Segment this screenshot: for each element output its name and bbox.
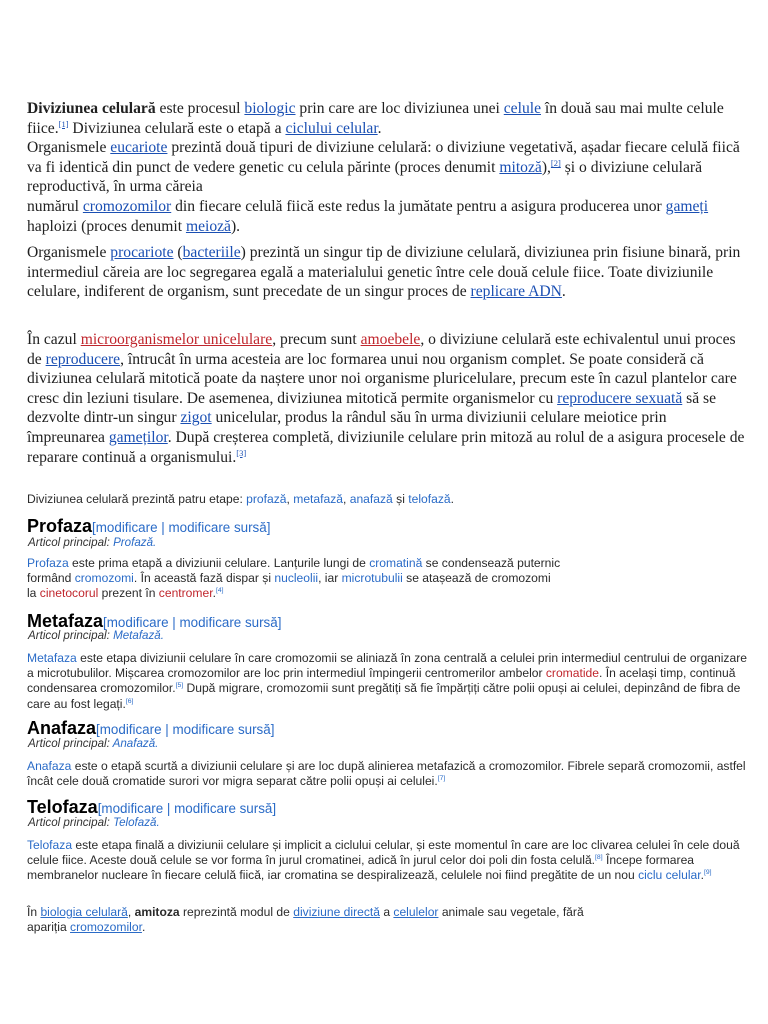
text-run: este procesul: [155, 100, 245, 117]
bold-term: ă: [147, 100, 156, 117]
wiki-link[interactable]: centromer: [158, 586, 213, 601]
wiki-link[interactable]: microorganismelor unicelulare: [80, 331, 273, 348]
text-run: Diviziunea celulară prezintă patru etape:: [27, 492, 247, 506]
wiki-link[interactable]: eucariote: [110, 139, 168, 157]
text-run: ) prezintă un singur tip de diviziune celulară, diviziunea prin fisiune binară, prin intermediul căreia are loc segregarea egală a materialului genetic între cele două celule fiice. Toate diviziunile celulare, indiferent de organism, sunt precedate de un singur proces de: [27, 244, 741, 301]
text-run: , precum sunt: [272, 331, 361, 348]
section-title: Metafaza: [27, 611, 104, 631]
wiki-link[interactable]: reproducere sexuată: [557, 389, 683, 407]
text-run: Începe formarea membranelor nucleare în fiecare celulă fiică, iar cromatina se despiralizează, celulele noi fiind pregătite de un nou: [27, 853, 695, 883]
text-run: În cazul: [27, 331, 81, 348]
text-run: După migrare, cromozomii sunt pregătiți să fie împărțiți către polii opuși ai celulei, depinzând de fibra de care au fost legați.: [27, 681, 741, 711]
citation-link[interactable]: [1]: [58, 118, 69, 129]
text-run: , iar: [318, 571, 342, 586]
wiki-link[interactable]: Telofaza: [27, 838, 73, 852]
edit-links: [modificare | modificare sursă]: [97, 801, 277, 816]
wiki-link[interactable]: meioză: [185, 217, 231, 235]
hatnote-telofaza: Articol principal: Telofază.: [28, 816, 160, 829]
wiki-link[interactable]: Profaza: [27, 556, 69, 570]
edit-link[interactable]: modificare: [101, 801, 164, 816]
text-run: .: [561, 283, 566, 301]
text-run: este o etapă scurtă a diviziunii celulare și are loc după alinierea metafazică a cromozomilor. Fibrele separă cromozomii, astfel încât cele două cromatide surori vor migra separat către polii opuși ai celulei.: [27, 759, 746, 789]
bold-term: Diviziunea celular: [27, 100, 148, 117]
main-article-link[interactable]: Profază.: [113, 536, 157, 549]
wiki-link[interactable]: profază: [246, 492, 287, 506]
edit-source-link[interactable]: modificare sursă: [172, 722, 271, 737]
wiki-link[interactable]: cromatină: [369, 556, 423, 570]
text-run: la: [27, 586, 40, 601]
text-run: este etapa finală a diviziunii celulare și implicit a ciclului celular, și este momentul în care are loc clivarea celulei în cele două celule fiice. Aceste două celule se vor forma în jurul cromatinei, adică în jurul celor doi poli din fosta celulă.: [27, 838, 740, 868]
hatnote-metafaza: Articol principal: Metafază.: [28, 629, 164, 642]
text-run: haploizi (proces denumit: [27, 217, 186, 235]
wiki-link[interactable]: bacteriile: [182, 244, 241, 261]
text-run: și: [392, 492, 409, 506]
edit-links: [modificare | modificare sursă]: [92, 520, 271, 535]
citation: [216, 587, 224, 594]
bold-term: amitoza: [134, 905, 180, 919]
text-run: în două sau mai multe celule fiice.: [27, 100, 724, 137]
intro-paragraph-2: [27, 243, 747, 302]
edit-source-link[interactable]: modificare sursă: [168, 520, 267, 535]
wiki-link[interactable]: ciclului celular: [285, 119, 378, 137]
section-title: Telofaza: [27, 797, 98, 817]
wiki-link[interactable]: nucleolii: [274, 571, 319, 586]
hatnote-profaza: Articol principal: Profază.: [28, 536, 157, 549]
text-run: Diviziunea celulară este o etapă a: [68, 119, 286, 137]
citation-link[interactable]: [9]: [703, 869, 712, 877]
section-title: Profaza: [27, 516, 93, 536]
citation: [176, 682, 184, 689]
wiki-link[interactable]: zigot: [180, 409, 212, 427]
main-article-link[interactable]: Anafază.: [112, 737, 159, 750]
section-body-anafaza: [27, 759, 747, 789]
citation-link[interactable]: [7]: [437, 775, 446, 783]
wiki-link[interactable]: anafază: [349, 492, 393, 506]
text-run: reprezintă modul de: [179, 905, 294, 919]
citation: [704, 869, 712, 876]
text-run: prin care are loc diviziunea unei: [295, 100, 504, 117]
text-run: numărul: [27, 197, 83, 215]
wiki-link[interactable]: biologia celulară: [40, 905, 128, 919]
text-run: În: [27, 905, 41, 919]
wiki-link[interactable]: telofază: [408, 492, 451, 506]
main-article-link[interactable]: Telofază.: [113, 816, 160, 829]
wiki-link[interactable]: celulelor: [393, 905, 439, 919]
text-run: . În același timp, continuă condensarea cromozomilor.: [27, 666, 736, 696]
citation-link[interactable]: [3]: [236, 447, 247, 458]
main-article-link[interactable]: Metafază.: [113, 629, 164, 642]
text-run: .: [212, 586, 216, 601]
wiki-link[interactable]: biologic: [244, 100, 296, 117]
wiki-link[interactable]: cromozomi: [74, 571, 134, 586]
citation: [236, 448, 246, 458]
text-run: ,: [343, 492, 350, 506]
wiki-link[interactable]: mitoză: [499, 158, 542, 176]
wiki-link[interactable]: replicare ADN: [470, 283, 562, 301]
citation-link[interactable]: [6]: [125, 697, 134, 705]
text-run: ,: [127, 905, 135, 919]
citation-link[interactable]: [2]: [550, 157, 561, 168]
edit-link[interactable]: modificare: [106, 615, 169, 630]
amitoza-paragraph: [27, 905, 747, 935]
intro-paragraph-3: [27, 330, 747, 467]
text-run: .: [377, 119, 382, 137]
citation: [595, 854, 603, 861]
citation-link[interactable]: [4]: [215, 587, 224, 595]
text-run: prezent în: [98, 586, 159, 601]
text-run: apariția: [27, 920, 71, 935]
section-body-profaza: [27, 556, 747, 602]
text-run: se condensează puternic: [422, 556, 561, 570]
text-run: . După creșterea completă, diviziunile celulare prin mitoză au rolul de a asigura procesele de reparare continuă a organismului.: [27, 428, 745, 466]
text-run: .: [450, 492, 454, 506]
wiki-link[interactable]: microtubulii: [341, 571, 403, 586]
section-body-metafaza: [27, 651, 747, 712]
citation: [438, 775, 446, 782]
text-run: , o diviziune celulară este echivalentul unui proces de: [27, 331, 736, 368]
citation: [59, 119, 69, 129]
wiki-link[interactable]: Anafaza: [27, 759, 72, 773]
text-run: Organismele: [27, 139, 111, 157]
wiki-link[interactable]: gameților: [108, 428, 168, 446]
wiki-link[interactable]: amoebele: [360, 331, 421, 348]
text-run: .: [700, 868, 704, 883]
text-run: formând: [27, 571, 75, 586]
edit-source-link[interactable]: modificare sursă: [179, 615, 278, 630]
text-run: din fiecare celulă fiică este redus la jumătate pentru a asigura producerea unor: [171, 197, 666, 215]
text-run: este prima etapă a diviziunii celulare. Lanțurile lungi de: [68, 556, 370, 570]
wiki-link[interactable]: cinetocorul: [39, 586, 99, 601]
text-run: . În această fază dispar și: [133, 571, 275, 586]
citation-link[interactable]: [8]: [595, 854, 603, 862]
wiki-link[interactable]: diviziune directă: [293, 905, 380, 919]
text-run: se atașează de cromozomi: [402, 571, 551, 586]
text-run: prezintă două tipuri de diviziune celulară: o diviziune vegetativă, așadar fiecare celulă fiică va fi identică din punct de vedere genetic cu celula părinte (proces denumit: [27, 139, 740, 176]
text-run: .: [141, 920, 146, 935]
intro-paragraph-1: [27, 99, 747, 236]
stages-summary: [27, 492, 747, 507]
wiki-link[interactable]: cromozomilor: [70, 920, 142, 935]
text-run: să se dezvolte dintr-un singur: [27, 389, 717, 427]
wiki-link[interactable]: procariote: [110, 244, 174, 261]
wiki-link[interactable]: cromatide: [545, 666, 599, 681]
wiki-link[interactable]: cromozomilor: [82, 197, 172, 215]
text-run: , întrucât în urma acesteia are loc formarea unui nou organism complet. Se poate consideră că diviziunea celulară mitotică poate da naștere unor noi organisme pluricelulare, precum este în cazul plantelor care cresc din leziuni tisulare. De asemenea, diviziunea mitotică permite organismelor cu: [27, 350, 737, 407]
text-run: ).: [230, 217, 241, 235]
text-run: este etapa diviziunii celulare în care cromozomii se aliniază în zona centrală a celulei prin intermediul centrului de organizare a microtubulilor. Mișcarea cromozomilor are loc prin intermediul împingerii centromerilor ambelor: [27, 651, 747, 681]
section-title: Anafaza: [27, 718, 97, 738]
text-run: și o diviziune celulară reproductivă, în urma căreia: [27, 158, 702, 196]
edit-link[interactable]: modificare: [95, 520, 158, 535]
text-run: a: [379, 905, 394, 919]
edit-source-link[interactable]: modificare sursă: [174, 801, 273, 816]
text-run: (: [173, 244, 183, 261]
hatnote-anafaza: Articol principal: Anafază.: [28, 737, 159, 750]
text-run: unicelular, produs la rândul său în urma diviziunii celulare meiotice prin împreunarea: [27, 409, 667, 446]
text-run: ),: [541, 158, 551, 176]
citation: [551, 158, 561, 168]
wiki-link[interactable]: gameți: [665, 197, 709, 215]
citation-link[interactable]: [5]: [175, 682, 184, 690]
wiki-link[interactable]: reproducere: [45, 350, 121, 368]
edit-links: [modificare | modificare sursă]: [103, 615, 282, 630]
wiki-link[interactable]: metafază: [293, 492, 343, 506]
wiki-link[interactable]: Metafaza: [27, 651, 77, 665]
section-body-telofaza: [27, 838, 747, 884]
edit-links: [modificare | modificare sursă]: [96, 722, 275, 737]
edit-link[interactable]: modificare: [99, 722, 162, 737]
text-run: animale sau vegetale, fără: [438, 905, 584, 919]
wiki-link[interactable]: ciclu celular: [638, 868, 701, 883]
text-run: ,: [286, 492, 294, 506]
wiki-link[interactable]: celule: [503, 100, 541, 117]
citation: [126, 698, 134, 705]
text-run: Organismele: [27, 244, 111, 261]
